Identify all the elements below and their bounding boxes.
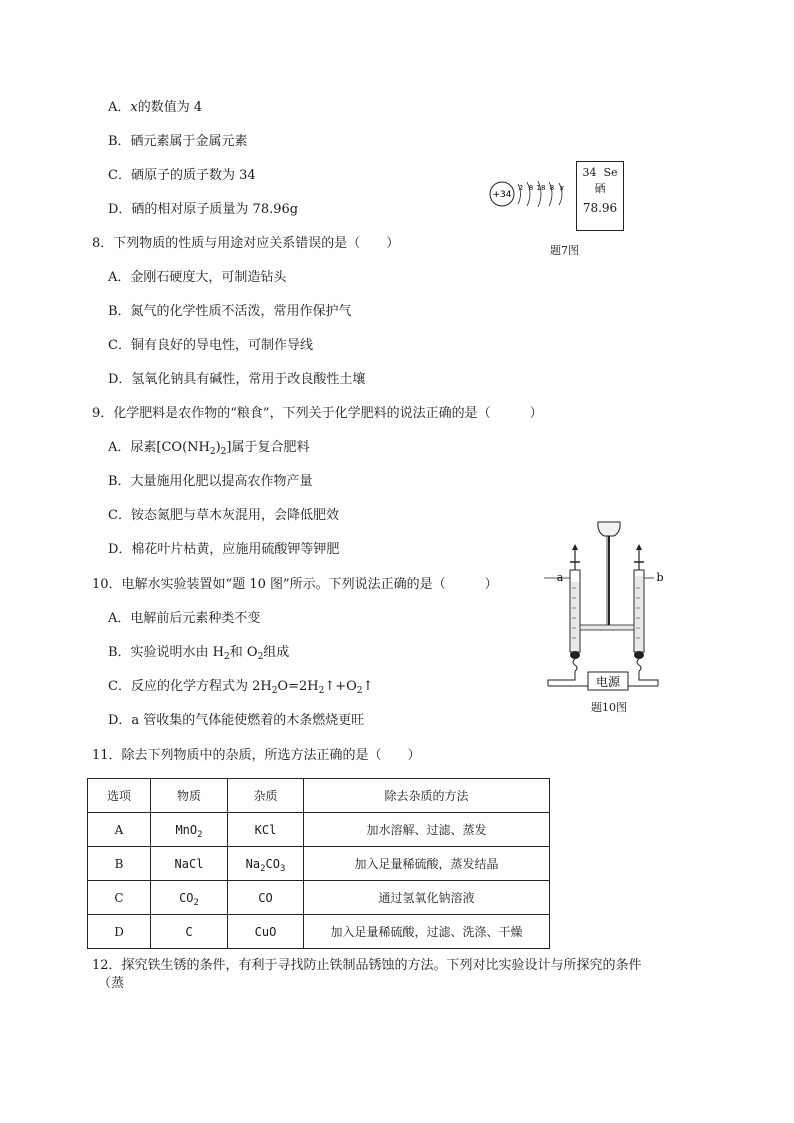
- q9-stem: 9．化学肥料是农作物的“粮食”，下列关于化学肥料的说法正确的是（ ）: [92, 406, 543, 421]
- table-row: [88, 881, 550, 915]
- row-method: 加入足量稀硫酸，过滤、洗涤、干燥: [304, 915, 550, 949]
- q9-option-c: C．铵态氮肥与草木灰混用，会降低肥效: [108, 508, 339, 523]
- q9-option-b: B．大量施用化肥以提高农作物产量: [108, 474, 313, 489]
- q8-stem: 8．下列物质的性质与用途对应关系错误的是（ ）: [92, 236, 400, 251]
- q11-stem: 11．除去下列物质中的杂质，所选方法正确的是（ ）: [92, 748, 421, 763]
- header-option: 选项: [88, 779, 151, 813]
- row-method: 加水溶解、过滤、蒸发: [304, 813, 550, 847]
- row-method: 通过氢氧化钠溶液: [304, 881, 550, 915]
- table-row: [88, 915, 550, 949]
- variable-x: x: [130, 100, 138, 115]
- header-method: 除去杂质的方法: [304, 779, 550, 813]
- row-option: A: [88, 813, 151, 847]
- element-name: 硒: [594, 182, 606, 195]
- table-row: [88, 813, 550, 847]
- figure-10-caption: 题10图: [591, 701, 627, 714]
- q12-stem-line2: （蒸: [98, 976, 125, 991]
- row-substance: $CO_2$: [151, 881, 228, 915]
- row-impurity: CuO: [228, 915, 304, 949]
- electrolysis-apparatus-diagram: [528, 518, 668, 696]
- element-number: 34: [582, 166, 597, 179]
- shell-5: x: [559, 184, 565, 192]
- shell-1: 2: [518, 184, 524, 192]
- q10-stem: 10．电解水实验装置如“题 10 图”所示。下列说法正确的是（ ）: [92, 577, 498, 592]
- q10-option-c: C．反应的化学方程式为 $2H_2O=2H_2↑+O_2↑$: [108, 679, 374, 696]
- element-mass: 78.96: [582, 201, 618, 215]
- q9-option-a: A．尿素$[CO(NH_2)_2]$属于复合肥料: [108, 440, 310, 457]
- power-supply-label: 电源: [595, 675, 621, 689]
- row-option: B: [88, 847, 151, 881]
- q10-option-b: B．实验说明水由 $H_2$和 $O_2$组成: [108, 645, 290, 662]
- q10-option-d: D．a 管收集的气体能使燃着的木条燃烧更旺: [108, 713, 365, 728]
- q8-option-b: B．氮气的化学性质不活泼，常用作保护气: [108, 304, 352, 319]
- q11-table: [87, 778, 550, 949]
- shell-3: 18: [536, 184, 546, 192]
- row-impurity: KCl: [228, 813, 304, 847]
- tube-label-a: a: [556, 571, 564, 584]
- q12-stem-line1: 12．探究铁生锈的条件，有利于寻找防止铁制品锈蚀的方法。下列对比实验设计与所探究的条件: [92, 958, 642, 973]
- element-cell: [576, 161, 624, 231]
- shell-2: 8: [528, 184, 534, 192]
- row-method: 加入足量稀硫酸，蒸发结晶: [304, 847, 550, 881]
- q8-option-a: A．金刚石硬度大，可制造钻头: [108, 270, 287, 285]
- row-substance: C: [151, 915, 228, 949]
- row-option: C: [88, 881, 151, 915]
- row-impurity: $Na_2CO_3$: [228, 847, 304, 881]
- q7-option-c: C．硒原子的质子数为 34: [108, 168, 256, 183]
- table-header-row: [88, 779, 550, 813]
- row-option: D: [88, 915, 151, 949]
- row-substance: MnO$_2$: [151, 813, 228, 847]
- q8-option-c: C．铜有良好的导电性，可制作导线: [108, 338, 313, 353]
- q10-option-a: A．电解前后元素种类不变: [108, 611, 261, 626]
- q9-option-d: D．棉花叶片枯黄，应施用硫酸钾等钾肥: [108, 542, 340, 557]
- row-substance: NaCl: [151, 847, 228, 881]
- nucleus-label: +34: [492, 190, 512, 200]
- q8-option-d: D．氢氧化钠具有碱性，常用于改良酸性土壤: [108, 372, 366, 387]
- q7-option-a: A．x的数值为 4: [108, 100, 203, 115]
- header-impurity: 杂质: [228, 779, 304, 813]
- tube-label-b: b: [656, 571, 664, 584]
- row-impurity: CO: [228, 881, 304, 915]
- element-symbol: Se: [603, 166, 618, 179]
- shell-4: 8: [549, 184, 555, 192]
- table-row: [88, 847, 550, 881]
- header-substance: 物质: [151, 779, 228, 813]
- atomic-structure-diagram: [488, 176, 580, 216]
- q7-option-d: D．硒的相对原子质量为 78.96g: [108, 202, 299, 217]
- figure-7-caption: 题7图: [550, 244, 579, 257]
- q7-option-b: B．硒元素属于金属元素: [108, 134, 248, 149]
